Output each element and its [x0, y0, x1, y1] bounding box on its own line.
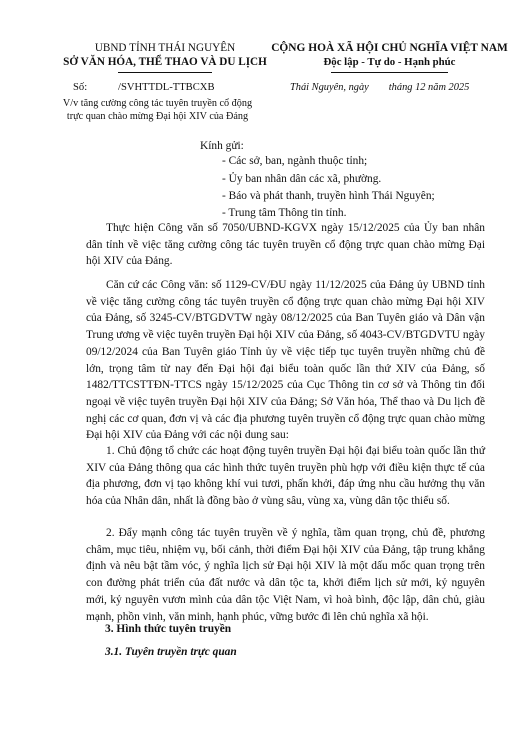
- agency-parent: UBND TỈNH THÁI NGUYÊN: [94, 42, 236, 54]
- subject-line-2: trực quan chào mừng Đại hội XIV của Đảng: [66, 111, 249, 122]
- body-paragraph-1: [86, 220, 485, 270]
- nation-motto: Độc lập - Tự do - Hạnh phúc: [323, 56, 456, 68]
- paragraph-text: Căn cứ các Công văn: số 1129-CV/ĐU ngày 11/12/2025 của Đảng ủy UBND tỉnh về việc tăng cường công tác tuyên truyền cổ động trực quan chào mừng Đại hội XIV của Đảng, số 3245-CV/BTGDVTW ngày 08/12/2025 của Ban Tuyên giáo và Dân vận Trung ương về việc tuyên truyền Đại hội XIV của Đảng, số 4043-CV/BTGDVTU ngày 09/12/2024 của Ban Tuyên giáo Tỉnh ủy về việc tiếp tục tuyên truyền những chủ đề lớn, trọng tâm từ nay đến Đại hội đại biểu toàn quốc lần thứ XIV của Đảng, số 1482/TTCSTTĐN-TTCS ngày 15/12/2025 của Cục Thông tin cơ sở và Thông tin đối ngoại về việc tuyên truyền Đại hội XIV của Đảng; Sở Văn hóa, Thể thao và Du lịch đề nghị các cơ quan, đơn vị và các địa phương tuyên truyền cổ động trực quan chào mừng Đại hội XIV của Đảng với các nội dung sau:: [86, 279, 485, 442]
- body-paragraph-3: [86, 443, 485, 510]
- doc-number-label: Số:: [73, 82, 88, 93]
- recipient-item: - Các sở, ban, ngành thuộc tỉnh;: [222, 155, 368, 167]
- section-heading-3-1: 3.1. Tuyên truyền trực quan: [105, 646, 237, 658]
- subject: [40, 97, 275, 123]
- date-text: tháng 12 năm 2025: [388, 82, 470, 93]
- paragraph-text: 2. Đẩy mạnh công tác tuyên truyền về ý nghĩa, tầm quan trọng, chủ đề, phương châm, mục tiêu, nhiệm vụ, bối cảnh, thời điểm Đại hội XIV của Đảng, tập trung khẳng định và nêu bật tầm vóc, ý nghĩa lịch sử Đại hội XIV là một dấu mốc quan trọng trên con đường phát triển của đất nước và dân tộc ta, khởi điểm lịch sử mới, kỷ nguyên mới, kỷ nguyên vươn mình của dân tộc Việt Nam, vì hoà bình, độc lập, dân chủ, giàu mạnh, phồn vinh, văn minh, hạnh phúc, vững bước đi lên chủ nghĩa xã hội.: [86, 527, 485, 623]
- paragraph-text: Thực hiện Công văn số 7050/UBND-KGVX ngày 15/12/2025 của Ủy ban nhân dân tỉnh về việc tăng cường công tác tuyên truyền cổ động trực quan chào mừng Đại hội XIV của Đảng.: [86, 222, 485, 268]
- place-text: Thái Nguyên, ngày: [290, 82, 369, 93]
- subject-line-1: V/v tăng cường công tác tuyên truyền cổ động: [62, 98, 253, 109]
- recipients-label: Kính gửi:: [200, 140, 244, 152]
- agency-name: SỞ VĂN HÓA, THỂ THAO VÀ DU LỊCH: [63, 56, 267, 68]
- recipient-item: - Báo và phát thanh, truyền hình Thái Nguyên;: [222, 190, 435, 202]
- place-date: [290, 82, 469, 93]
- paragraph-text: 1. Chủ động tổ chức các hoạt động tuyên truyền Đại hội đại biểu toàn quốc lần thứ XIV của Đảng thông qua các hình thức tuyên truyền phù hợp với điều kiện thực tế của địa phương, đơn vị tạo không khí vui tươi, phấn khởi, đáp ứng nhu cầu hưởng thụ văn hóa của Nhân dân, nhất là đồng bào ở vùng sâu, vùng xa, vùng dân tộc thiểu số.: [86, 445, 485, 508]
- body-paragraph-4: [86, 525, 485, 625]
- recipient-item: - Trung tâm Thông tin tỉnh.: [222, 207, 347, 219]
- agency-underline: [118, 72, 212, 73]
- recipient-item: - Ủy ban nhân dân các xã, phường.: [222, 173, 382, 185]
- section-heading-3: 3. Hình thức tuyên truyền: [105, 623, 232, 635]
- body-paragraph-2: [86, 277, 485, 444]
- motto-underline: [331, 72, 448, 73]
- nation-title: CỘNG HOÀ XÃ HỘI CHỦ NGHĨA VIỆT NAM: [271, 42, 508, 54]
- doc-number-value: /SVHTTDL-TTBCXB: [118, 82, 215, 93]
